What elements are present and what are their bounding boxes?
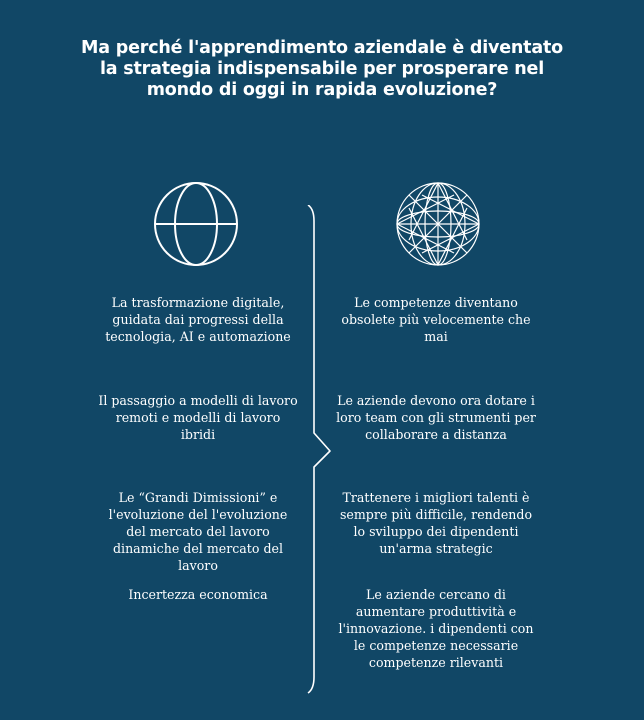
right-text-3: Trattenere i migliori talenti è sempre più difficile, rendendo lo sviluppo dei dipendenti un'arma strategic <box>339 490 533 556</box>
divider-arrow-line <box>300 205 340 695</box>
globe-network-icon <box>394 180 482 268</box>
left-text-1: La trasformazione digitale, guidata dai progressi della tecnologia, AI e automazione <box>105 295 291 344</box>
right-text-2: Le aziende devono ora dotare i loro team con gli strumenti per collaborare a distanza <box>336 393 536 442</box>
left-text-4: Incertezza economica <box>128 587 268 602</box>
right-text-4: Le aziende cercano di aumentare produttività e l'innovazione. i dipendenti con le competenze necessarie competenze rilevanti <box>338 587 534 670</box>
page-title: Ma perché l'apprendimento aziendale è diventato la strategia indispensabile per prosperare nel mondo di oggi in rapida evoluzione? <box>81 38 563 100</box>
right-text-1: Le competenze diventano obsolete più velocemente che mai <box>341 295 531 344</box>
left-text-2: Il passaggio a modelli di lavoro remoti e modelli di lavoro ibridi <box>98 393 298 442</box>
left-text-3: Le “Grandi Dimissioni” e l'evoluzione del l'evoluzione del mercato del lavoro dinamiche del mercato del lavoro <box>108 490 288 573</box>
globe-simple-icon <box>152 180 240 268</box>
